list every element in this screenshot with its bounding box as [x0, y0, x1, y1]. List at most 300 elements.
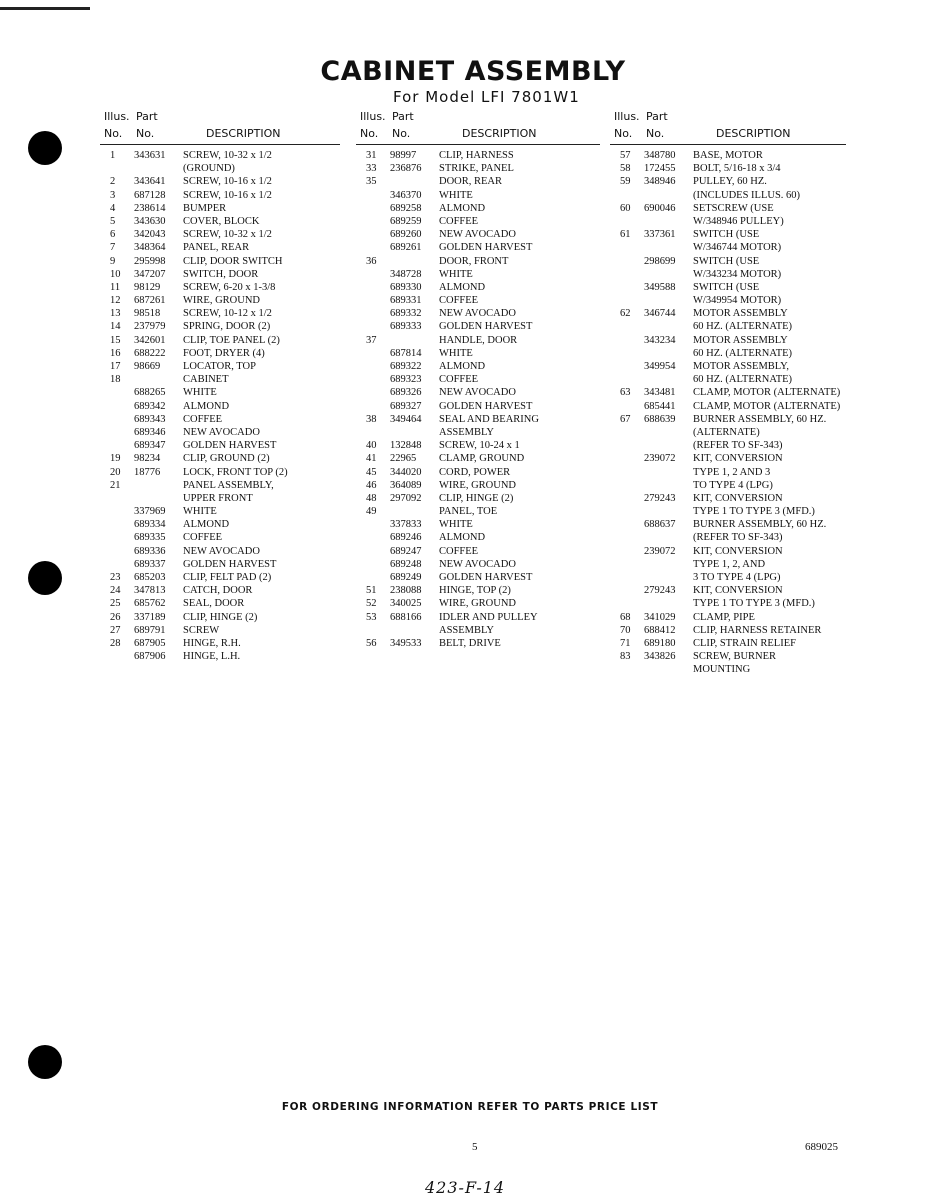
part-number: 346370: [390, 189, 422, 201]
table-row: [356, 347, 600, 360]
illus-number: 68: [620, 611, 631, 623]
table-row: [356, 268, 600, 281]
part-description: BURNER ASSEMBLY, 60 HZ.: [693, 413, 827, 425]
table-row: [610, 162, 846, 175]
part-description: CLIP, HARNESS: [439, 150, 514, 161]
table-row: [356, 439, 600, 452]
part-number: 172455: [644, 163, 676, 175]
part-description: SWITCH (USE: [693, 281, 760, 293]
table-row: [100, 320, 340, 333]
part-description: IDLER AND PULLEY: [439, 611, 538, 623]
illus-number: 67: [620, 413, 631, 425]
table-row: [100, 400, 340, 413]
part-number: 689322: [390, 361, 422, 372]
part-description: MOTOR ASSEMBLY,: [693, 361, 790, 372]
part-number: 238614: [134, 202, 166, 214]
illus-number: 62: [620, 308, 631, 320]
table-row: [356, 334, 600, 347]
part-number: 279243: [644, 492, 676, 504]
table-row: [610, 307, 846, 320]
table-row: [610, 334, 846, 347]
part-number: 690046: [644, 202, 676, 214]
part-description: (INCLUDES ILLUS. 60): [693, 189, 801, 201]
illus-number: 7: [110, 242, 116, 254]
header-part-bottom: No.: [136, 127, 155, 140]
illus-number: 3: [110, 189, 116, 201]
part-number: 688637: [644, 519, 676, 531]
illus-number: 15: [110, 334, 121, 346]
table-row: [610, 558, 846, 571]
table-row: [356, 571, 600, 584]
part-description: WHITE: [439, 268, 473, 280]
part-number: 364089: [390, 479, 422, 491]
illus-number: 25: [110, 598, 121, 610]
table-row: [100, 215, 340, 228]
table-row: [610, 518, 846, 531]
table-row: [356, 426, 600, 439]
part-number: 348780: [644, 150, 676, 161]
table-row: [100, 571, 340, 584]
part-number: 689261: [390, 242, 422, 254]
illus-number: 27: [110, 624, 121, 636]
part-description: CLAMP, MOTOR (ALTERNATE): [693, 400, 841, 412]
table-row: [100, 492, 340, 505]
part-description: PANEL, REAR: [183, 242, 250, 254]
part-description: SETSCREW (USE: [693, 202, 774, 214]
part-number: 689330: [390, 281, 422, 293]
illus-number: 4: [110, 202, 116, 214]
illus-number: 40: [366, 440, 377, 452]
part-description: PANEL, TOE: [439, 506, 498, 518]
part-description: NEW AVOCADO: [439, 308, 516, 320]
part-description: MOUNTING: [693, 664, 751, 676]
part-description: DOOR, FRONT: [439, 255, 509, 267]
table-row: [356, 545, 600, 558]
part-description: TO TYPE 4 (LPG): [693, 479, 773, 491]
part-number: 689791: [134, 624, 166, 636]
part-description: 60 HZ. (ALTERNATE): [693, 321, 793, 333]
part-number: 349954: [644, 361, 676, 372]
illus-number: 53: [366, 611, 377, 623]
table-row: [610, 663, 846, 676]
part-number: 340025: [390, 598, 422, 610]
part-number: 685441: [644, 400, 676, 412]
part-number: 689247: [390, 545, 422, 557]
table-row: [610, 584, 846, 597]
table-row: [356, 531, 600, 544]
table-row: [356, 373, 600, 386]
table-row: [100, 228, 340, 241]
part-description: HANDLE, DOOR: [439, 334, 518, 346]
table-row: [100, 518, 340, 531]
part-description: WHITE: [439, 347, 473, 359]
part-number: 689332: [390, 308, 422, 320]
part-number: 98669: [134, 361, 161, 372]
illus-number: 60: [620, 202, 631, 214]
part-description: (GROUND): [183, 163, 235, 175]
table-row: [610, 189, 846, 202]
part-description: NEW AVOCADO: [183, 545, 260, 557]
table-row: [100, 360, 340, 373]
table-row: [610, 624, 846, 637]
table-row: [356, 281, 600, 294]
part-number: 347207: [134, 268, 166, 280]
part-number: 687814: [390, 347, 422, 359]
part-number: 689335: [134, 532, 166, 544]
illus-number: 21: [110, 479, 121, 491]
part-description: TYPE 1 TO TYPE 3 (MFD.): [693, 506, 815, 518]
part-number: 349533: [390, 637, 422, 649]
header-part-bottom: No.: [646, 127, 665, 140]
illus-number: 14: [110, 321, 121, 333]
part-description: BURNER ASSEMBLY, 60 HZ.: [693, 519, 827, 531]
part-number: 347813: [134, 585, 166, 597]
part-number: 689246: [390, 532, 422, 544]
illus-number: 20: [110, 466, 121, 478]
part-description: CLIP, TOE PANEL (2): [183, 334, 280, 346]
table-row: [610, 373, 846, 386]
part-description: SCREW, 10-32 x 1/2: [183, 150, 272, 161]
part-description: CLAMP, PIPE: [693, 611, 755, 623]
parts-column-1: [100, 108, 340, 663]
table-row: [356, 175, 600, 188]
part-description: NEW AVOCADO: [439, 558, 516, 570]
part-description: CLIP, FELT PAD (2): [183, 572, 272, 583]
table-row: [356, 479, 600, 492]
illus-number: 16: [110, 347, 121, 359]
part-number: 689180: [644, 637, 676, 649]
part-number: 689343: [134, 413, 166, 425]
part-number: 297092: [390, 492, 422, 504]
part-description: W/346744 MOTOR): [693, 242, 782, 254]
table-row: [356, 518, 600, 531]
part-number: 689259: [390, 215, 422, 227]
part-description: NEW AVOCADO: [439, 387, 516, 399]
part-description: CATCH, DOOR: [183, 585, 253, 597]
part-description: 3 TO TYPE 4 (LPG): [693, 572, 781, 583]
part-description: LOCK, FRONT TOP (2): [183, 466, 288, 478]
part-description: NEW AVOCADO: [183, 426, 260, 438]
part-number: 685762: [134, 598, 166, 610]
table-row: [100, 479, 340, 492]
table-row: [356, 584, 600, 597]
part-number: 348728: [390, 268, 422, 280]
part-number: 343641: [134, 176, 166, 188]
part-description: ALMOND: [439, 281, 486, 293]
part-description: LOCATOR, TOP: [183, 361, 256, 372]
part-description: KIT, CONVERSION: [693, 492, 783, 504]
part-description: WHITE: [439, 189, 473, 201]
page-number: 5: [472, 1141, 478, 1153]
table-row: [356, 360, 600, 373]
part-description: WIRE, GROUND: [439, 598, 516, 610]
part-description: SCREW: [183, 624, 220, 636]
table-row: [100, 307, 340, 320]
part-description: COFFEE: [439, 215, 479, 227]
part-number: 337361: [644, 229, 676, 241]
part-description: CLIP, HINGE (2): [439, 492, 514, 504]
part-number: 689347: [134, 440, 166, 452]
part-description: TYPE 1, 2 AND 3: [693, 466, 771, 478]
part-description: (ALTERNATE): [693, 426, 760, 438]
header-illus-top: Illus.: [104, 110, 130, 123]
illus-number: 26: [110, 611, 121, 623]
table-row: [100, 281, 340, 294]
column-header: [356, 108, 600, 145]
part-description: SWITCH (USE: [693, 255, 760, 267]
illus-number: 33: [366, 163, 377, 175]
part-number: 688639: [644, 413, 676, 425]
table-row: [610, 360, 846, 373]
part-description: ALMOND: [183, 400, 230, 412]
table-row: [356, 624, 600, 637]
table-row: [610, 637, 846, 650]
part-description: (REFER TO SF-343): [693, 532, 783, 544]
table-row: [610, 386, 846, 399]
part-number: 298699: [644, 255, 676, 267]
table-row: [100, 175, 340, 188]
table-row: [356, 215, 600, 228]
header-part-top: Part: [136, 110, 158, 123]
table-row: [610, 215, 846, 228]
part-description: BASE, MOTOR: [693, 150, 763, 161]
part-description: CLIP, STRAIN RELIEF: [693, 637, 796, 649]
part-description: SWITCH (USE: [693, 229, 760, 241]
part-number: 344020: [390, 466, 422, 478]
part-description: KIT, CONVERSION: [693, 585, 783, 597]
table-row: [356, 189, 600, 202]
part-description: NEW AVOCADO: [439, 229, 516, 241]
table-row: [100, 268, 340, 281]
illus-number: 18: [110, 374, 121, 386]
part-description: CORD, POWER: [439, 466, 511, 478]
part-description: UPPER FRONT: [183, 492, 253, 504]
part-description: 60 HZ. (ALTERNATE): [693, 374, 793, 386]
part-number: 687261: [134, 295, 166, 307]
table-row: [610, 531, 846, 544]
part-description: SCREW, 10-32 x 1/2: [183, 229, 272, 241]
part-number: 237979: [134, 321, 166, 333]
part-description: WHITE: [183, 387, 217, 399]
table-row: [100, 241, 340, 254]
part-description: ALMOND: [439, 532, 486, 544]
binder-hole: [28, 561, 62, 595]
part-number: 295998: [134, 255, 166, 267]
part-description: ASSEMBLY: [439, 426, 494, 438]
part-number: 688166: [390, 611, 422, 623]
table-row: [610, 466, 846, 479]
part-description: W/349954 MOTOR): [693, 295, 782, 307]
part-description: KIT, CONVERSION: [693, 453, 783, 465]
handwritten-note: 423-F-14: [425, 1178, 506, 1197]
part-number: 689260: [390, 229, 422, 241]
part-description: MOTOR ASSEMBLY: [693, 334, 788, 346]
part-description: BELT, DRIVE: [439, 637, 501, 649]
illus-number: 35: [366, 176, 377, 188]
part-description: W/343234 MOTOR): [693, 268, 782, 280]
part-number: 348364: [134, 242, 166, 254]
header-part-top: Part: [646, 110, 668, 123]
part-description: GOLDEN HARVEST: [183, 558, 277, 570]
table-row: [610, 479, 846, 492]
part-number: 22965: [390, 453, 417, 465]
illus-number: 11: [110, 281, 121, 293]
illus-number: 83: [620, 651, 631, 663]
table-row: [100, 294, 340, 307]
part-number: 337833: [390, 519, 422, 531]
table-row: [356, 241, 600, 254]
table-row: [610, 439, 846, 452]
part-description: COFFEE: [183, 413, 223, 425]
part-number: 689333: [390, 321, 422, 333]
header-illus-bottom: No.: [360, 127, 379, 140]
part-description: FOOT, DRYER (4): [183, 347, 265, 359]
part-number: 688412: [644, 624, 676, 636]
header-illus-bottom: No.: [104, 127, 123, 140]
column-header: [100, 108, 340, 145]
table-row: [610, 294, 846, 307]
part-description: SPRING, DOOR (2): [183, 321, 271, 333]
part-number: 688222: [134, 347, 166, 359]
illus-number: 5: [110, 215, 116, 227]
part-description: SCREW, 10-16 x 1/2: [183, 176, 272, 188]
part-number: 132848: [390, 440, 422, 452]
illus-number: 17: [110, 361, 121, 372]
table-row: [100, 162, 340, 175]
illus-number: 24: [110, 585, 121, 597]
part-number: 236876: [390, 163, 422, 175]
table-row: [100, 347, 340, 360]
illus-number: 2: [110, 176, 116, 188]
illus-number: 46: [366, 479, 377, 491]
illus-number: 28: [110, 637, 121, 649]
part-description: (REFER TO SF-343): [693, 440, 783, 452]
part-description: 60 HZ. (ALTERNATE): [693, 347, 793, 359]
part-description: ASSEMBLY: [439, 624, 494, 636]
table-row: [100, 624, 340, 637]
part-number: 689327: [390, 400, 422, 412]
table-row: [356, 413, 600, 426]
header-part-top: Part: [392, 110, 414, 123]
table-row: [610, 281, 846, 294]
part-description: KIT, CONVERSION: [693, 545, 783, 557]
part-number: 341029: [644, 611, 676, 623]
illus-number: 13: [110, 308, 121, 320]
part-description: HINGE, TOP (2): [439, 585, 511, 597]
table-row: [100, 386, 340, 399]
part-description: HINGE, R.H.: [183, 637, 241, 649]
table-row: [610, 505, 846, 518]
column-header: [610, 108, 846, 145]
illus-number: 41: [366, 453, 377, 465]
table-row: [610, 545, 846, 558]
illus-number: 48: [366, 492, 377, 504]
table-row: [356, 307, 600, 320]
part-number: 687906: [134, 651, 166, 663]
part-description: CLIP, HARNESS RETAINER: [693, 624, 822, 636]
table-row: [356, 320, 600, 333]
scan-mark: [0, 7, 90, 10]
illus-number: 52: [366, 598, 377, 610]
table-row: [610, 426, 846, 439]
part-number: 337189: [134, 611, 166, 623]
part-description: CLIP, HINGE (2): [183, 611, 258, 623]
illus-number: 45: [366, 466, 377, 478]
part-description: W/348946 PULLEY): [693, 215, 784, 227]
header-description: DESCRIPTION: [716, 127, 791, 140]
illus-number: 59: [620, 176, 631, 188]
table-row: [356, 400, 600, 413]
table-row: [610, 320, 846, 333]
part-number: 689323: [390, 374, 422, 386]
part-description: COFFEE: [439, 374, 479, 386]
part-description: COVER, BLOCK: [183, 215, 260, 227]
part-description: SEAL AND BEARING: [439, 413, 539, 425]
binder-hole: [28, 1045, 62, 1079]
table-row: [610, 175, 846, 188]
part-number: 98997: [390, 150, 417, 161]
illus-number: 6: [110, 229, 116, 241]
table-row: [610, 241, 846, 254]
table-row: [610, 492, 846, 505]
part-description: SCREW, 6-20 x 1-3/8: [183, 281, 276, 293]
part-number: 239072: [644, 453, 676, 465]
part-description: BOLT, 5/16-18 x 3/4: [693, 163, 781, 175]
part-number: 342601: [134, 334, 166, 346]
table-row: [356, 162, 600, 175]
table-row: [356, 492, 600, 505]
table-row: [100, 202, 340, 215]
part-description: PANEL ASSEMBLY,: [183, 479, 274, 491]
illus-number: 36: [366, 255, 377, 267]
part-description: GOLDEN HARVEST: [183, 440, 277, 452]
illus-number: 23: [110, 572, 121, 583]
illus-number: 19: [110, 453, 121, 465]
part-description: CLIP, GROUND (2): [183, 453, 270, 465]
part-description: TYPE 1, 2, AND: [693, 558, 766, 570]
part-number: 689331: [390, 295, 422, 307]
table-row: [356, 294, 600, 307]
part-description: GOLDEN HARVEST: [439, 400, 533, 412]
parts-column-2: [356, 108, 600, 650]
illus-number: 56: [366, 637, 377, 649]
part-number: 337969: [134, 506, 166, 518]
page-subtitle: For Model LFI 7801W1: [393, 88, 580, 106]
illus-number: 9: [110, 255, 116, 267]
part-number: 685203: [134, 572, 166, 583]
part-description: GOLDEN HARVEST: [439, 242, 533, 254]
part-description: BUMPER: [183, 202, 227, 214]
part-number: 343631: [134, 150, 166, 161]
table-row: [356, 386, 600, 399]
table-row: [356, 558, 600, 571]
header-description: DESCRIPTION: [462, 127, 537, 140]
illus-number: 31: [366, 150, 377, 161]
part-number: 689342: [134, 400, 166, 412]
part-description: SCREW, 10-16 x 1/2: [183, 189, 272, 201]
illus-number: 57: [620, 150, 631, 161]
table-row: [100, 413, 340, 426]
table-row: [356, 202, 600, 215]
part-number: 687128: [134, 189, 166, 201]
part-description: GOLDEN HARVEST: [439, 321, 533, 333]
part-number: 346744: [644, 308, 676, 320]
part-description: MOTOR ASSEMBLY: [693, 308, 788, 320]
part-description: CLIP, DOOR SWITCH: [183, 255, 283, 267]
table-row: [356, 149, 600, 162]
part-description: SEAL, DOOR: [183, 598, 245, 610]
table-row: [100, 189, 340, 202]
